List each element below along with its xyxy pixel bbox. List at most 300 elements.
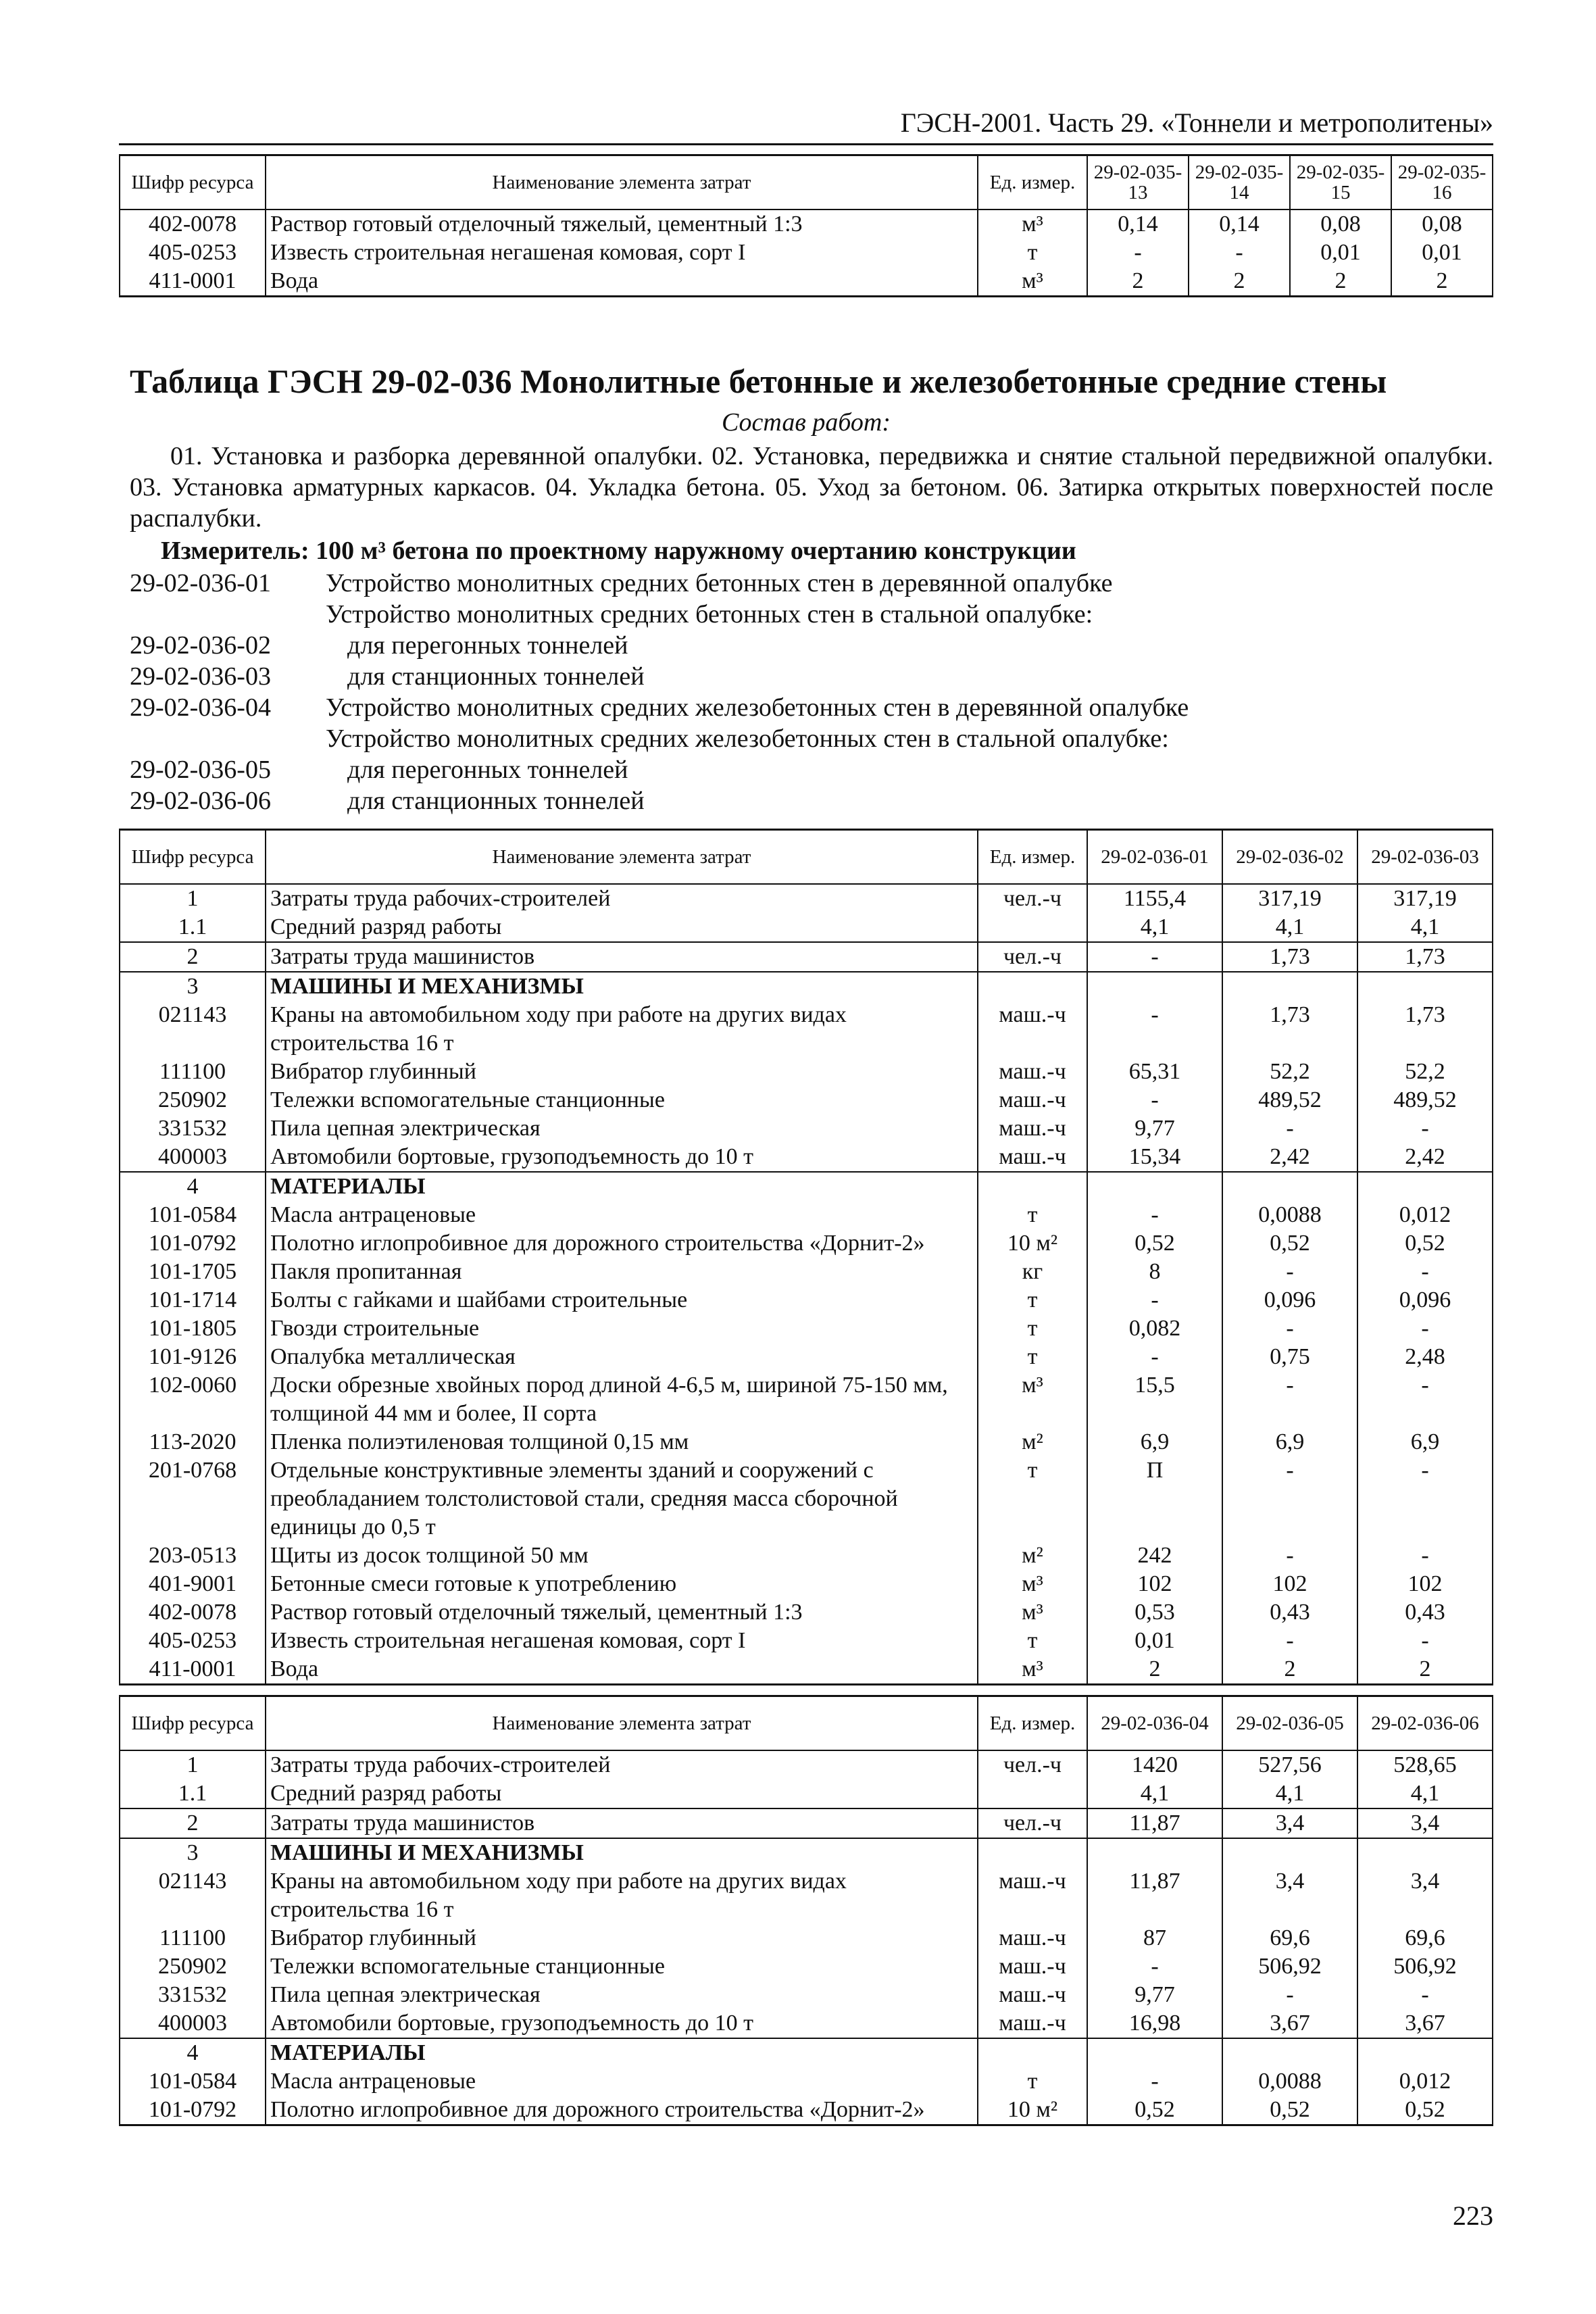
cell-code: 4: [120, 1172, 266, 1201]
table-row: [120, 267, 1493, 297]
norm-code-line: [130, 723, 1493, 754]
table-row: [120, 1542, 1493, 1570]
column-header: Ед. измер.: [978, 155, 1087, 210]
cell-value: 6,9: [1357, 1428, 1493, 1456]
cell-name: Автомобили бортовые, грузоподъемность до 10 т: [266, 2009, 978, 2038]
cell-name: Полотно иглопробивное для дорожного строительства «Дорнит-2»: [266, 1229, 978, 1258]
cell-unit: [978, 2038, 1087, 2067]
cell-value: 65,31: [1087, 1058, 1222, 1086]
resource-table-a: [119, 829, 1493, 1685]
cell-value: 2,42: [1357, 1143, 1493, 1172]
table-row: [120, 1314, 1493, 1343]
column-header: 29-02-035-15: [1290, 155, 1391, 210]
cell-value: 69,6: [1357, 1924, 1493, 1952]
norm-description: Устройство монолитных средних железобетонных стен в деревянной опалубке: [326, 693, 1189, 722]
cell-value: [1222, 1838, 1357, 1867]
cell-value: 102: [1357, 1570, 1493, 1598]
cell-value: 1,73: [1222, 942, 1357, 972]
cell-name: Вода: [266, 1655, 978, 1685]
cell-value: 0,52: [1357, 1229, 1493, 1258]
column-header: 29-02-036-05: [1222, 1696, 1357, 1751]
table-row: [120, 1952, 1493, 1981]
column-header: 29-02-036-02: [1222, 830, 1357, 885]
cell-name: Краны на автомобильном ходу при работе на других видах строительства 16 т: [266, 1001, 978, 1058]
table-row: [120, 1001, 1493, 1058]
cell-value: [1087, 1838, 1222, 1867]
cell-unit: м³: [978, 210, 1087, 239]
table-row: [120, 1343, 1493, 1371]
table-row: [120, 1627, 1493, 1655]
table-row: [120, 1456, 1493, 1542]
column-header: 29-02-036-06: [1357, 1696, 1493, 1751]
cell-value: 9,77: [1087, 1981, 1222, 2009]
cell-name: Полотно иглопробивное для дорожного строительства «Дорнит-2»: [266, 2096, 978, 2125]
cell-value: 11,87: [1087, 1808, 1222, 1838]
cell-value: 0,52: [1222, 1229, 1357, 1258]
column-header: 29-02-036-01: [1087, 830, 1222, 885]
cell-name: Масла антраценовые: [266, 2067, 978, 2096]
cell-unit: м²: [978, 1428, 1087, 1456]
cell-code: 2: [120, 942, 266, 972]
cell-code: 400003: [120, 1143, 266, 1172]
cell-value: -: [1087, 1286, 1222, 1314]
cell-code: 113-2020: [120, 1428, 266, 1456]
cell-value: 317,19: [1222, 884, 1357, 913]
norm-description: для перегонных тоннелей: [347, 631, 628, 660]
cell-value: 4,1: [1357, 913, 1493, 942]
cell-code: 402-0078: [120, 1598, 266, 1627]
cell-unit: м³: [978, 1570, 1087, 1598]
cell-value: 0,01: [1087, 1627, 1222, 1655]
table-row: [120, 1598, 1493, 1627]
cell-unit: маш.-ч: [978, 1001, 1087, 1058]
table-row: [120, 1428, 1493, 1456]
cell-unit: т: [978, 1343, 1087, 1371]
running-header: ГЭСН-2001. Часть 29. «Тоннели и метрополитены»: [900, 107, 1493, 138]
cell-unit: т: [978, 2067, 1087, 2096]
cell-name: Тележки вспомогательные станционные: [266, 1086, 978, 1114]
table-row: [120, 1867, 1493, 1924]
cell-value: 4,1: [1087, 1779, 1222, 1808]
cell-value: 52,2: [1222, 1058, 1357, 1086]
table-row: [120, 1201, 1493, 1229]
column-header: Ед. измер.: [978, 1696, 1087, 1751]
cell-unit: маш.-ч: [978, 1924, 1087, 1952]
cell-value: 4,1: [1222, 913, 1357, 942]
cell-name: Болты с гайками и шайбами строительные: [266, 1286, 978, 1314]
cell-value: 0,08: [1290, 210, 1391, 239]
cell-code: 1: [120, 1750, 266, 1779]
cell-value: -: [1357, 1258, 1493, 1286]
table-row: [120, 913, 1493, 942]
column-header: Наименование элемента затрат: [266, 1696, 978, 1751]
cell-value: 0,43: [1222, 1598, 1357, 1627]
norm-description: Устройство монолитных средних железобетонных стен в стальной опалубке:: [326, 724, 1169, 753]
cell-unit: 10 м²: [978, 2096, 1087, 2125]
norm-code-line: [130, 630, 1493, 661]
cell-unit: [978, 1779, 1087, 1808]
cell-value: 6,9: [1222, 1428, 1357, 1456]
column-header: Ед. измер.: [978, 830, 1087, 885]
cell-value: 0,43: [1357, 1598, 1493, 1627]
cell-code: 201-0768: [120, 1456, 266, 1542]
cell-unit: т: [978, 1627, 1087, 1655]
table-row: [120, 972, 1493, 1001]
cell-value: 3,4: [1222, 1808, 1357, 1838]
cell-unit: м³: [978, 1371, 1087, 1428]
cell-value: 2: [1391, 267, 1493, 297]
column-header: Наименование элемента затрат: [266, 155, 978, 210]
norm-code-line: [130, 568, 1493, 599]
cell-value: 52,2: [1357, 1058, 1493, 1086]
cell-code: 4: [120, 2038, 266, 2067]
cell-value: 2: [1357, 1655, 1493, 1685]
cell-code: 405-0253: [120, 239, 266, 267]
cell-value: 0,14: [1087, 210, 1189, 239]
cell-unit: маш.-ч: [978, 1114, 1087, 1143]
cell-value: 506,92: [1357, 1952, 1493, 1981]
cell-value: -: [1087, 1201, 1222, 1229]
cell-value: 0,53: [1087, 1598, 1222, 1627]
cell-name: Бетонные смеси готовые к употреблению: [266, 1570, 978, 1598]
cell-value: 1155,4: [1087, 884, 1222, 913]
column-header: Шифр ресурса: [120, 155, 266, 210]
cell-code: 250902: [120, 1952, 266, 1981]
table-row: [120, 1286, 1493, 1314]
cell-code: 400003: [120, 2009, 266, 2038]
norm-description: Устройство монолитных средних бетонных стен в деревянной опалубке: [326, 569, 1113, 597]
cell-code: 101-1805: [120, 1314, 266, 1343]
cell-value: 0,52: [1087, 1229, 1222, 1258]
header-rule: [119, 143, 1493, 145]
cell-unit: [978, 1172, 1087, 1201]
cell-value: 3,4: [1222, 1867, 1357, 1924]
cell-value: [1222, 1172, 1357, 1201]
table-row: [120, 2009, 1493, 2038]
cell-name: Раствор готовый отделочный тяжелый, цементный 1:3: [266, 1598, 978, 1627]
cell-name: Пакля пропитанная: [266, 1258, 978, 1286]
cell-unit: [978, 913, 1087, 942]
table-row: [120, 1258, 1493, 1286]
norm-code: 29-02-036-05: [130, 756, 271, 784]
table-row: [120, 2067, 1493, 2096]
cell-name: Краны на автомобильном ходу при работе на других видах строительства 16 т: [266, 1867, 978, 1924]
norm-code-list: [130, 568, 1493, 816]
cell-name: Затраты труда рабочих-строителей: [266, 1750, 978, 1779]
cell-value: 2: [1087, 1655, 1222, 1685]
table-row: [120, 239, 1493, 267]
cell-value: 4,1: [1357, 1779, 1493, 1808]
norm-description: для станционных тоннелей: [347, 662, 645, 691]
cell-value: 9,77: [1087, 1114, 1222, 1143]
cell-value: -: [1087, 1952, 1222, 1981]
cell-value: -: [1087, 942, 1222, 972]
cell-unit: кг: [978, 1258, 1087, 1286]
cell-value: [1357, 972, 1493, 1001]
cell-value: [1357, 2038, 1493, 2067]
table-header-row: [120, 1696, 1493, 1751]
cell-value: -: [1222, 1314, 1357, 1343]
cell-value: 0,52: [1222, 2096, 1357, 2125]
cell-value: [1357, 1838, 1493, 1867]
cell-unit: м³: [978, 1655, 1087, 1685]
cell-value: П: [1087, 1456, 1222, 1542]
norm-description: Устройство монолитных средних бетонных стен в стальной опалубке:: [326, 600, 1093, 629]
cell-value: 11,87: [1087, 1867, 1222, 1924]
cell-name: Пила цепная электрическая: [266, 1114, 978, 1143]
cell-name: Пленка полиэтиленовая толщиной 0,15 мм: [266, 1428, 978, 1456]
norm-code-line: [130, 785, 1493, 816]
cell-name: Щиты из досок толщиной 50 мм: [266, 1542, 978, 1570]
cell-code: 101-9126: [120, 1343, 266, 1371]
cell-name: Затраты труда машинистов: [266, 942, 978, 972]
cell-value: 0,75: [1222, 1343, 1357, 1371]
table-row: [120, 1114, 1493, 1143]
cell-unit: т: [978, 239, 1087, 267]
cell-name: Известь строительная негашеная комовая, сорт I: [266, 1627, 978, 1655]
cell-unit: маш.-ч: [978, 1867, 1087, 1924]
cell-value: 4,1: [1222, 1779, 1357, 1808]
norm-code-line: [130, 661, 1493, 692]
table-row: [120, 1570, 1493, 1598]
norm-code: 29-02-036-04: [130, 693, 271, 722]
cell-code: 411-0001: [120, 267, 266, 297]
cell-value: 3,67: [1222, 2009, 1357, 2038]
cell-unit: т: [978, 1201, 1087, 1229]
cell-name: Известь строительная негашеная комовая, сорт I: [266, 239, 978, 267]
cell-code: 101-1705: [120, 1258, 266, 1286]
page-number: 223: [1453, 2200, 1493, 2231]
cell-value: [1222, 2038, 1357, 2067]
table-row: [120, 1172, 1493, 1201]
cell-code: 331532: [120, 1981, 266, 2009]
cell-value: [1087, 1172, 1222, 1201]
cell-code: 101-0792: [120, 2096, 266, 2125]
cell-unit: м²: [978, 1542, 1087, 1570]
cell-code: 021143: [120, 1867, 266, 1924]
cell-value: 0,0088: [1222, 1201, 1357, 1229]
table-row: [120, 1750, 1493, 1779]
cell-value: -: [1222, 1258, 1357, 1286]
cell-unit: маш.-ч: [978, 2009, 1087, 2038]
cell-name: Масла антраценовые: [266, 1201, 978, 1229]
cell-value: 242: [1087, 1542, 1222, 1570]
table-row: [120, 1779, 1493, 1808]
cell-value: -: [1357, 1371, 1493, 1428]
column-header: Шифр ресурса: [120, 830, 266, 885]
cell-name: МАШИНЫ И МЕХАНИЗМЫ: [266, 972, 978, 1001]
cell-unit: [978, 1838, 1087, 1867]
cell-value: 3,4: [1357, 1808, 1493, 1838]
cell-code: 101-1714: [120, 1286, 266, 1314]
cell-code: 1: [120, 884, 266, 913]
cell-name: Затраты труда рабочих-строителей: [266, 884, 978, 913]
cell-name: Опалубка металлическая: [266, 1343, 978, 1371]
cell-unit: [978, 972, 1087, 1001]
cell-value: 2,48: [1357, 1343, 1493, 1371]
cell-value: 1420: [1087, 1750, 1222, 1779]
norm-code: 29-02-036-06: [130, 787, 271, 815]
cell-value: 0,012: [1357, 1201, 1493, 1229]
cell-unit: 10 м²: [978, 1229, 1087, 1258]
cell-value: 102: [1087, 1570, 1222, 1598]
cell-value: -: [1222, 1371, 1357, 1428]
cell-code: 1.1: [120, 913, 266, 942]
cell-value: 528,65: [1357, 1750, 1493, 1779]
cell-code: 401-9001: [120, 1570, 266, 1598]
cell-value: [1357, 1172, 1493, 1201]
cell-value: 2: [1222, 1655, 1357, 1685]
cell-unit: чел.-ч: [978, 884, 1087, 913]
cell-value: 0,14: [1189, 210, 1290, 239]
table-row: [120, 1655, 1493, 1685]
cell-value: -: [1357, 1314, 1493, 1343]
table-title: Таблица ГЭСН 29-02-036 Монолитные бетонные и железобетонные средние стены: [130, 362, 1387, 400]
cell-unit: т: [978, 1314, 1087, 1343]
cell-value: -: [1189, 239, 1290, 267]
cell-name: Раствор готовый отделочный тяжелый, цементный 1:3: [266, 210, 978, 239]
cell-name: МАТЕРИАЛЫ: [266, 2038, 978, 2067]
cell-value: -: [1357, 1981, 1493, 2009]
cell-unit: чел.-ч: [978, 942, 1087, 972]
resource-table-top: [119, 154, 1493, 297]
cell-value: 489,52: [1357, 1086, 1493, 1114]
cell-value: 3,67: [1357, 2009, 1493, 2038]
cell-value: -: [1087, 1001, 1222, 1058]
cell-name: Средний разряд работы: [266, 913, 978, 942]
norm-code-line: [130, 599, 1493, 630]
cell-value: -: [1222, 1627, 1357, 1655]
cell-unit: т: [978, 1456, 1087, 1542]
cell-unit: м³: [978, 1598, 1087, 1627]
cell-name: Затраты труда машинистов: [266, 1808, 978, 1838]
table-row: [120, 1143, 1493, 1172]
cell-name: МАШИНЫ И МЕХАНИЗМЫ: [266, 1838, 978, 1867]
cell-code: 411-0001: [120, 1655, 266, 1685]
cell-value: 317,19: [1357, 884, 1493, 913]
cell-unit: маш.-ч: [978, 1058, 1087, 1086]
cell-unit: т: [978, 1286, 1087, 1314]
cell-value: 0,012: [1357, 2067, 1493, 2096]
column-header: Наименование элемента затрат: [266, 830, 978, 885]
table-row: [120, 2038, 1493, 2067]
table-row: [120, 210, 1493, 239]
cell-value: 16,98: [1087, 2009, 1222, 2038]
table-row: [120, 1808, 1493, 1838]
cell-value: 102: [1222, 1570, 1357, 1598]
cell-value: 2: [1189, 267, 1290, 297]
cell-code: 101-0584: [120, 1201, 266, 1229]
cell-value: 8: [1087, 1258, 1222, 1286]
table-row: [120, 1838, 1493, 1867]
norm-code: 29-02-036-02: [130, 631, 271, 660]
cell-value: 6,9: [1087, 1428, 1222, 1456]
cell-code: 2: [120, 1808, 266, 1838]
cell-value: -: [1222, 1114, 1357, 1143]
cell-value: 0,01: [1290, 239, 1391, 267]
cell-value: 1,73: [1357, 1001, 1493, 1058]
cell-code: 101-0792: [120, 1229, 266, 1258]
column-header: Шифр ресурса: [120, 1696, 266, 1751]
norm-code: 29-02-036-03: [130, 662, 271, 691]
table-row: [120, 1086, 1493, 1114]
column-header: 29-02-036-03: [1357, 830, 1493, 885]
cell-value: -: [1087, 239, 1189, 267]
cell-code: 3: [120, 1838, 266, 1867]
cell-code: 102-0060: [120, 1371, 266, 1428]
cell-name: Гвозди строительные: [266, 1314, 978, 1343]
cell-value: [1087, 2038, 1222, 2067]
norm-description: для станционных тоннелей: [347, 787, 645, 815]
cell-name: Отдельные конструктивные элементы зданий и сооружений с преобладанием толстолистовой стали, средняя масса сборочной единицы до 0,5 т: [266, 1456, 978, 1542]
cell-code: 203-0513: [120, 1542, 266, 1570]
cell-value: 0,096: [1222, 1286, 1357, 1314]
cell-value: [1222, 972, 1357, 1001]
cell-value: -: [1357, 1542, 1493, 1570]
cell-unit: м³: [978, 267, 1087, 297]
cell-value: -: [1087, 1086, 1222, 1114]
cell-name: Автомобили бортовые, грузоподъемность до 10 т: [266, 1143, 978, 1172]
cell-unit: чел.-ч: [978, 1808, 1087, 1838]
cell-code: 1.1: [120, 1779, 266, 1808]
column-header: 29-02-035-13: [1087, 155, 1189, 210]
cell-value: 0,096: [1357, 1286, 1493, 1314]
cell-value: 0,082: [1087, 1314, 1222, 1343]
cell-value: 87: [1087, 1924, 1222, 1952]
cell-code: 405-0253: [120, 1627, 266, 1655]
cell-value: 2: [1087, 267, 1189, 297]
cell-code: 111100: [120, 1924, 266, 1952]
cell-value: -: [1222, 1542, 1357, 1570]
cell-unit: маш.-ч: [978, 1981, 1087, 2009]
cell-code: 331532: [120, 1114, 266, 1143]
cell-value: 2,42: [1222, 1143, 1357, 1172]
cell-unit: маш.-ч: [978, 1952, 1087, 1981]
cell-name: Тележки вспомогательные станционные: [266, 1952, 978, 1981]
cell-value: 0,08: [1391, 210, 1493, 239]
cell-value: 0,52: [1357, 2096, 1493, 2125]
norm-code: 29-02-036-01: [130, 569, 271, 597]
cell-value: -: [1357, 1627, 1493, 1655]
cell-name: Пила цепная электрическая: [266, 1981, 978, 2009]
cell-value: 15,5: [1087, 1371, 1222, 1428]
norm-code-line: [130, 692, 1493, 723]
table-row: [120, 1371, 1493, 1428]
cell-value: 489,52: [1222, 1086, 1357, 1114]
cell-value: 69,6: [1222, 1924, 1357, 1952]
cell-code: 3: [120, 972, 266, 1001]
cell-value: -: [1222, 1456, 1357, 1542]
cell-value: 15,34: [1087, 1143, 1222, 1172]
cell-name: Вода: [266, 267, 978, 297]
cell-name: Вибратор глубинный: [266, 1924, 978, 1952]
cell-value: 2: [1290, 267, 1391, 297]
column-header: 29-02-036-04: [1087, 1696, 1222, 1751]
norm-code-line: [130, 754, 1493, 785]
table-row: [120, 1229, 1493, 1258]
cell-unit: маш.-ч: [978, 1143, 1087, 1172]
cell-name: Средний разряд работы: [266, 1779, 978, 1808]
cell-value: -: [1357, 1456, 1493, 1542]
cell-value: [1087, 972, 1222, 1001]
cell-value: 527,56: [1222, 1750, 1357, 1779]
cell-value: -: [1087, 1343, 1222, 1371]
norm-description: для перегонных тоннелей: [347, 756, 628, 784]
table-row: [120, 1058, 1493, 1086]
cell-value: 0,0088: [1222, 2067, 1357, 2096]
cell-name: Доски обрезные хвойных пород длиной 4-6,5 м, шириной 75-150 мм, толщиной 44 мм и более, II сорта: [266, 1371, 978, 1428]
composition-text: 01. Установка и разборка деревянной опалубки. 02. Установка, передвижка и снятие стальной передвижной опалубки. 03. Установка арматурных каркасов. 04. Укладка бетона. 05. Уход за бетоном. 06. Затирка открытых поверхностей после распалубки.: [130, 442, 1493, 533]
